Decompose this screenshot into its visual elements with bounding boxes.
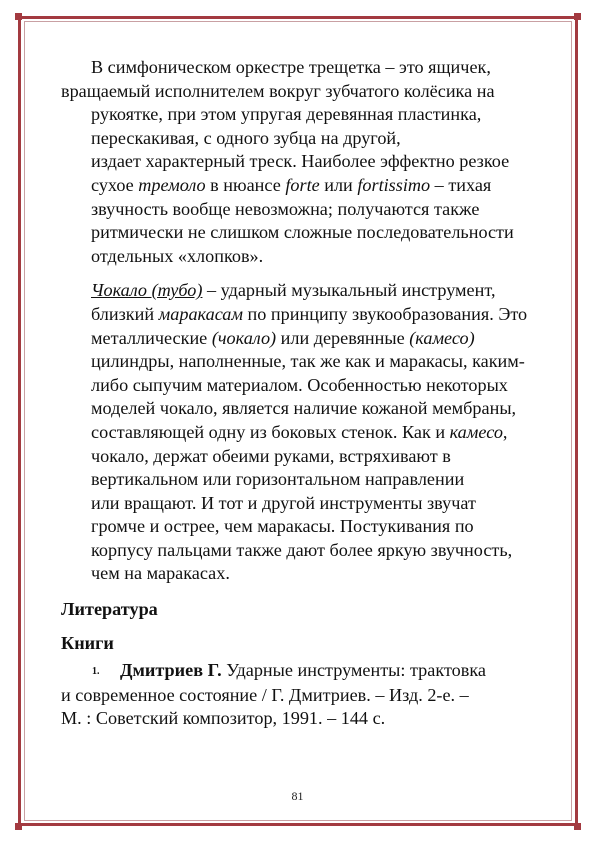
border-corner-top-left	[15, 13, 22, 20]
page-content	[61, 56, 541, 731]
text-line: чокало, держат обеими руками, встряхивают в	[91, 445, 451, 466]
text-line	[61, 421, 541, 445]
text-line: и современное состояние / Г. Дмитриев. – Изд. 2-е. –	[61, 684, 469, 705]
border-corner-bottom-right	[574, 823, 581, 830]
text-run: в нюансе	[205, 174, 286, 195]
text-run: по принципу звукообразования. Это	[243, 303, 528, 324]
reference-number: 1.	[92, 666, 100, 678]
text-line: чем на маракасах.	[91, 563, 230, 584]
border-corner-bottom-left	[15, 823, 22, 830]
text-line: либо сыпучим материалом. Особенностью некоторых	[91, 374, 508, 395]
reference-author: Дмитриев Г.	[120, 660, 222, 681]
text-line: отдельных «хлопков».	[91, 245, 264, 266]
text-run: – ударный музыкальный инструмент,	[202, 280, 496, 301]
border-corner-top-right	[574, 13, 581, 20]
text-line: громче и острее, чем маракасы. Постукивания по	[91, 516, 474, 537]
text-run: или	[319, 174, 358, 195]
italic-term: камесо	[449, 421, 503, 442]
text-line	[61, 303, 541, 327]
italic-term: тремоло	[138, 174, 206, 195]
text-line	[61, 327, 541, 351]
text-line: ритмически не слишком сложные последовательности	[91, 222, 514, 243]
text-line: вертикальном или горизонтальном направлении	[91, 469, 465, 490]
text-line	[61, 659, 541, 684]
text-run: ,	[502, 421, 508, 442]
text-line: моделей чокало, является наличие кожаной мембраны,	[91, 398, 517, 419]
text-line	[61, 174, 541, 198]
text-line: корпусу пальцами также дают более яркую звучность,	[91, 539, 513, 560]
italic-term: (камесо)	[409, 327, 475, 348]
text-run: сухое	[91, 174, 139, 195]
text-line: цилиндры, наполненные, так же как и маракасы, каким-	[91, 351, 525, 372]
text-line: вращаемый исполнителем вокруг зубчатого колёсика на	[61, 80, 495, 101]
text-run: близкий	[91, 303, 159, 324]
text-line: перескакивая, с одного зубца на другой,	[91, 127, 401, 148]
reference-item	[61, 659, 541, 731]
paragraph-rattle	[61, 56, 541, 268]
italic-term: fortissimo	[357, 174, 431, 195]
italic-term: (чокало)	[211, 327, 277, 348]
text-line: издает характерный треск. Наиболее эффектно резкое	[91, 151, 510, 172]
paragraph-chocalo	[61, 279, 541, 586]
text-run: составляющей одну из боковых стенок. Как и	[91, 421, 450, 442]
text-line: рукоятке, при этом упругая деревянная пластинка,	[91, 104, 482, 125]
text-line: звучность вообще невозможна; получаются также	[91, 198, 480, 219]
term-heading: Чокало (тубо)	[91, 280, 203, 301]
heading-literature: Литература	[61, 599, 158, 620]
page-number: 81	[291, 789, 304, 803]
text-run: металлические	[91, 327, 212, 348]
heading-books: Книги	[61, 633, 114, 654]
text-run: или деревянные	[276, 327, 410, 348]
text-run: – тихая	[430, 174, 492, 195]
italic-term: маракасам	[158, 303, 243, 324]
text-line: В симфоническом оркестре трещетка – это ящичек,	[91, 57, 491, 77]
text-line	[61, 279, 541, 303]
text-run: Ударные инструменты: трактовка	[221, 660, 486, 681]
text-line: М. : Советский композитор, 1991. – 144 с.	[61, 708, 386, 729]
text-line: или вращают. И тот и другой инструменты звучат	[91, 492, 476, 513]
italic-term: forte	[285, 174, 320, 195]
